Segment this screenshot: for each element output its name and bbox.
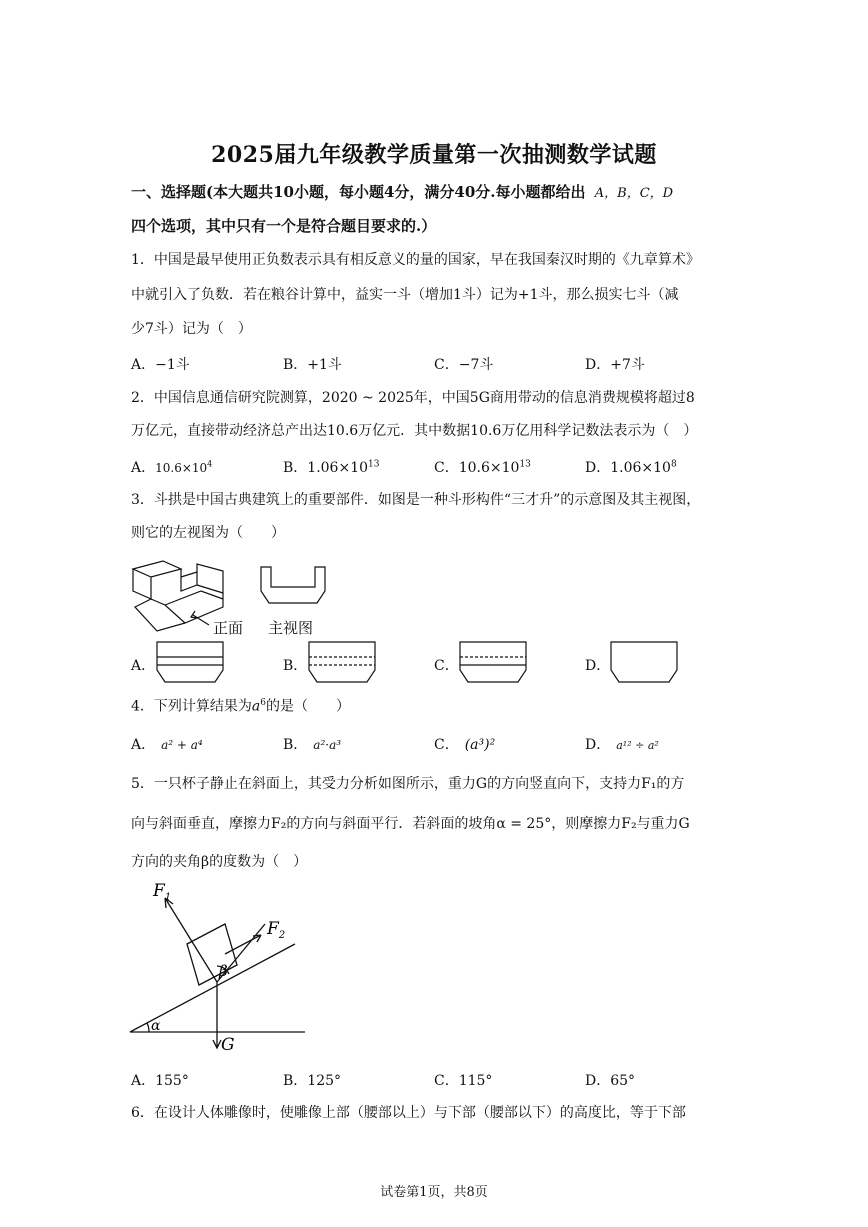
q1-line1: 1．中国是最早使用正负数表示具有相反意义的量的国家，早在我国秦汉时期的《九章算术》 bbox=[131, 252, 700, 268]
main-view-shape bbox=[261, 567, 325, 603]
label-main-view: 主视图 bbox=[268, 619, 314, 637]
q2-option-a[interactable] bbox=[131, 457, 212, 477]
q2-line2: 万亿元，直接带动经济总产出达10.6万亿元．其中数据10.6万亿用科学记数法表示为（ ） bbox=[131, 423, 698, 439]
q5-option-b[interactable]: B．125° bbox=[283, 1073, 342, 1089]
q5-option-d[interactable]: D．65° bbox=[585, 1073, 636, 1089]
q4-option-a[interactable] bbox=[131, 734, 203, 754]
q5-line3: 方向的夹角β的度数为（ ） bbox=[131, 854, 308, 870]
label-f1: $F_1$ bbox=[153, 881, 172, 903]
option-label: D． bbox=[585, 460, 611, 476]
option-label: B． bbox=[283, 460, 308, 476]
option-expr: (a³)² bbox=[464, 737, 496, 753]
option-expr: a² + a⁴ bbox=[161, 738, 203, 752]
q3-option-b-label[interactable]: B． bbox=[283, 658, 308, 674]
q1-option-a[interactable]: A．−1斗 bbox=[131, 357, 190, 373]
q1-option-b[interactable]: B．+1斗 bbox=[283, 357, 342, 373]
q1-line3: 少7斗）记为（ ） bbox=[131, 321, 252, 337]
label-alpha: α bbox=[151, 1018, 161, 1034]
section-option-letters: A，B，C，D bbox=[594, 186, 674, 201]
option-base: 1.06×10 bbox=[307, 460, 369, 476]
option-exponent: 8 bbox=[670, 459, 677, 470]
q4-text-pre: 4．下列计算结果为 bbox=[131, 698, 252, 715]
option-base: 1.06×10 bbox=[610, 460, 671, 476]
q3-option-d-figure[interactable] bbox=[609, 640, 679, 684]
q5-line1: 5．一只杯子静止在斜面上，其受力分析如图所示，重力G的方向竖直向下，支持力F₁的方 bbox=[131, 776, 685, 792]
q5-option-a[interactable]: A．155° bbox=[131, 1073, 189, 1089]
q4-text-post: 的是（ ） bbox=[266, 698, 351, 715]
f1-arrow bbox=[165, 898, 217, 982]
option-label: C． bbox=[434, 460, 459, 476]
option-expr: a¹² ÷ a² bbox=[616, 739, 659, 752]
q2-option-b[interactable] bbox=[283, 457, 379, 477]
option-label: D． bbox=[585, 737, 611, 753]
q1-option-c[interactable]: C．−7斗 bbox=[434, 357, 494, 373]
q4-option-b[interactable] bbox=[283, 734, 341, 754]
q5-option-c[interactable]: C．115° bbox=[434, 1073, 493, 1089]
label-front: 正面 bbox=[213, 619, 244, 637]
option-base: 10.6×10 bbox=[458, 460, 520, 476]
q3-option-d-label[interactable]: D． bbox=[585, 658, 611, 674]
section-heading-line1 bbox=[131, 181, 673, 202]
section-heading-line2: 四个选项，其中只有一个是符合题目要求的.） bbox=[131, 217, 437, 235]
q4-variable: a bbox=[251, 698, 261, 715]
option-exponent: 13 bbox=[519, 459, 531, 470]
q5-line2: 向与斜面垂直，摩擦力F₂的方向与斜面平行．若斜面的坡角α = 25°，则摩擦力F₂与重力G bbox=[131, 816, 690, 832]
option-expr: a²·a³ bbox=[313, 738, 342, 752]
q1-line2: 中就引入了负数．若在粮谷计算中，益实一斗（增加1斗）记为+1斗，那么损实七斗（减 bbox=[131, 287, 679, 303]
option-exponent: 13 bbox=[368, 459, 380, 470]
page-footer: 试卷第1页，共8页 bbox=[380, 1185, 488, 1200]
q5-force-diagram bbox=[125, 878, 315, 1058]
option-base: 10.6×10 bbox=[155, 461, 208, 475]
q3-option-b-figure[interactable] bbox=[307, 640, 377, 684]
q4-option-d[interactable] bbox=[585, 734, 659, 754]
q3-line1: 3．斗拱是中国古典建筑上的重要部件．如图是一种斗形构件“三才升”的示意图及其主视图， bbox=[131, 492, 701, 508]
q3-option-c-label[interactable]: C． bbox=[434, 658, 459, 674]
label-g: G bbox=[221, 1035, 235, 1055]
q4-option-c[interactable] bbox=[434, 734, 495, 754]
q1-option-d[interactable]: D．+7斗 bbox=[585, 357, 645, 373]
q3-line2: 则它的左视图为（ ） bbox=[131, 525, 285, 541]
option-label: B． bbox=[283, 737, 308, 753]
cup-shape bbox=[187, 924, 237, 985]
option-label: A． bbox=[131, 460, 156, 476]
page-title: 2025届九年级教学质量第一次抽测数学试题 bbox=[211, 142, 657, 168]
q3-option-a-figure[interactable] bbox=[155, 640, 225, 684]
section-heading-text: 一、选择题(本大题共10小题，每小题4分，满分40分.每小题都给出 bbox=[131, 183, 586, 201]
q4-exponent: 6 bbox=[260, 698, 267, 708]
option-label: C． bbox=[434, 737, 459, 753]
label-f2: $F_2$ bbox=[267, 919, 286, 941]
q4-line1 bbox=[131, 694, 350, 716]
q6-line1: 6．在设计人体雕像时，使雕像上部（腰部以上）与下部（腰部以下）的高度比，等于下部 bbox=[131, 1105, 686, 1121]
option-label: A． bbox=[131, 737, 156, 753]
q2-option-c[interactable] bbox=[434, 457, 531, 477]
q3-option-a-label[interactable]: A． bbox=[131, 658, 156, 674]
option-exponent: 4 bbox=[207, 459, 213, 469]
q2-option-d[interactable] bbox=[585, 457, 677, 477]
block-top-left bbox=[133, 561, 181, 577]
q2-line1: 2．中国信息通信研究院测算，2020 ~ 2025年，中国5G商用带动的信息消费规模将超过8 bbox=[131, 390, 695, 406]
label-beta: β bbox=[219, 962, 228, 980]
q3-option-c-figure[interactable] bbox=[458, 640, 528, 684]
